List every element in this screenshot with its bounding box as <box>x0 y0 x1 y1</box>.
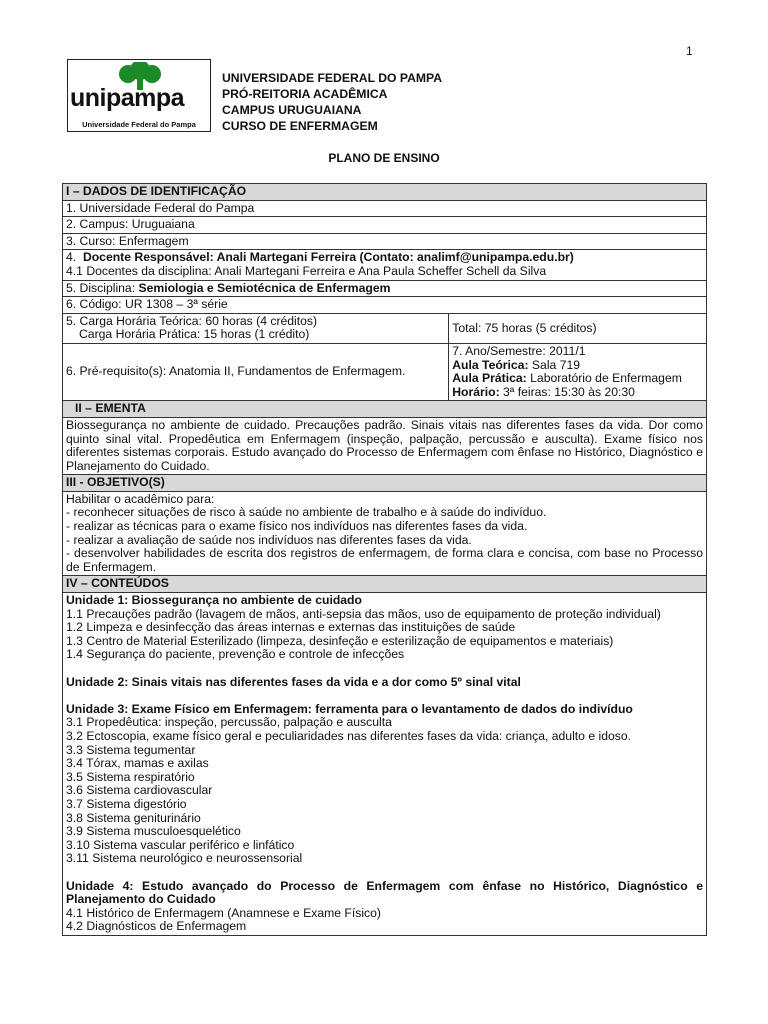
ementa-text: Biossegurança no ambiente de cuidado. Precauções padrão. Sinais vitais nas diferentes fases da vida. Dor como quinto sinal vital. Propedêutica em Enfermagem (inspeção, palpação, percussão e ausculta). Exame físico nos diferentes sistemas corporais. Estudo avançado do Processo de Enfermagem com ênfase no Histórico, Diagnóstico e Planejamento do Cuidado. <box>63 417 707 474</box>
objetivos-cell <box>63 491 707 576</box>
content-item: 3.10 Sistema vascular periférico e linfático <box>66 837 295 852</box>
content-item: 4.1 Histórico de Enfermagem (Anamnese e Exame Físico) <box>66 905 381 920</box>
content-item: 3.4 Tórax, mamas e axilas <box>66 756 209 771</box>
ano-semestre: 7. Ano/Semestre: 2011/1 <box>452 343 586 358</box>
content-item: 3.3 Sistema tegumentar <box>66 742 196 757</box>
logo-wordmark: unipampa <box>70 84 185 112</box>
content-item: 3.5 Sistema respiratório <box>66 769 195 784</box>
carga-horaria-cell <box>63 313 449 343</box>
docente-responsavel: Docente Responsável: Anali Martegani Ferreira (Contato: analimf@unipampa.edu.br) <box>82 250 574 265</box>
row-campus: 2. Campus: Uruguaiana <box>63 217 707 234</box>
content-item: 1.2 Limpeza e desinfecção das áreas internas e externas das instituições de saúde <box>66 620 516 635</box>
header-line-2: PRÓ-REITORIA ACADÊMICA <box>222 87 388 101</box>
objetivo-item: - realizar a avaliação de saúde nos indivíduos nas diferentes fases da vida. <box>66 532 472 547</box>
carga-pratica: Carga Horária Prática: 15 horas (1 crédito) <box>79 327 310 342</box>
horario-label: Horário: <box>452 384 500 399</box>
content-item: 1.3 Centro de Material Esterilizado (limpeza, desinfeção e esterilização de equipamentos e materiais) <box>66 633 614 648</box>
section-heading-ementa: II – EMENTA <box>63 401 707 418</box>
content-item: 3.1 Propedêutica: inspeção, percussão, palpação e ausculta <box>66 715 392 730</box>
row-universidade: 1. Universidade Federal do Pampa <box>63 200 707 217</box>
section-heading-objetivos: III - OBJETIVO(S) <box>63 475 707 492</box>
header-line-1: UNIVERSIDADE FEDERAL DO PAMPA <box>222 71 443 85</box>
content-item: 3.2 Ectoscopia, exame físico geral e peculiaridades nas diferentes fases da vida: criança, adulto e idoso. <box>66 728 632 743</box>
content-item: 1.1 Precauções padrão (lavagem de mãos, anti-sepsia das mãos, uso de equipamento de proteção individual) <box>66 606 661 621</box>
total-horas: Total: 75 horas (5 créditos) <box>449 313 707 343</box>
content-item: 3.11 Sistema neurológico e neurossensorial <box>66 851 303 866</box>
document-title: PLANO DE ENSINO <box>328 151 440 165</box>
plano-table <box>62 183 707 936</box>
content-item: 3.8 Sistema geniturinário <box>66 810 201 825</box>
section-heading-conteudos: IV – CONTEÚDOS <box>63 576 707 593</box>
header-line-3: CAMPUS URUGUAIANA <box>222 103 362 117</box>
section-heading-identificacao: I – DADOS DE IDENTIFICAÇÃO <box>63 184 707 201</box>
row-curso: 3. Curso: Enfermagem <box>63 233 707 250</box>
aula-pratica-value: Laboratório de Enfermagem <box>526 371 682 386</box>
prerequisitos: 6. Pré-requisito(s): Anatomia II, Fundamentos de Enfermagem. <box>63 343 449 400</box>
row-docentes <box>63 250 707 280</box>
row-disciplina <box>63 280 707 297</box>
carga-teorica: 5. Carga Horária Teórica: 60 horas (4 créditos) <box>66 313 318 328</box>
objetivo-item: - desenvolver habilidades de escrita dos registros de enfermagem, de forma clara e concisa, com base no Processo de Enfermagem. <box>66 546 703 574</box>
institution-header <box>222 70 442 134</box>
content-item: 1.4 Segurança do paciente, prevenção e controle de infecções <box>66 647 405 662</box>
docentes-disciplina: 4.1 Docentes da disciplina: Anali Martegani Ferreira e Ana Paula Scheffer Schell da Silva <box>66 263 547 278</box>
content-item: 4.2 Diagnósticos de Enfermagem <box>66 919 247 934</box>
content-item: 3.7 Sistema digestório <box>66 796 187 811</box>
page-number: 1 <box>686 44 693 58</box>
horario-cell <box>449 343 707 400</box>
row-codigo: 6. Código: UR 1308 – 3ª série <box>63 297 707 314</box>
disciplina-label: 5. Disciplina: <box>66 280 139 295</box>
aula-pratica-label: Aula Prática: <box>452 371 527 386</box>
content-item: 3.9 Sistema musculoesquelético <box>66 824 241 839</box>
objetivo-item: - reconhecer situações de risco à saúde no ambiente de trabalho e à saúde do indivíduo. <box>66 505 547 520</box>
unidade-4-title: Unidade 4: Estudo avançado do Processo de Enfermagem com ênfase no Histórico, Diagnóstico e Planejamento do Cuidado <box>66 878 703 907</box>
content-item: 3.6 Sistema cardiovascular <box>66 783 213 798</box>
unipampa-logo <box>67 59 211 132</box>
unidade-3-title: Unidade 3: Exame Físico em Enfermagem: ferramenta para o levantamento de dados do indivíduo <box>66 701 633 716</box>
unidade-1-title: Unidade 1: Biossegurança no ambiente de cuidado <box>66 593 362 608</box>
header-line-4: CURSO DE ENFERMAGEM <box>222 119 378 133</box>
objetivos-intro: Habilitar o acadêmico para: <box>66 491 215 506</box>
horario-value: 3ª feiras: 15:30 às 20:30 <box>499 384 635 399</box>
disciplina-value: Semiologia e Semiotécnica de Enfermagem <box>138 280 391 295</box>
logo-subtitle: Universidade Federal do Pampa <box>82 120 196 129</box>
unidade-2-title: Unidade 2: Sinais vitais nas diferentes fases da vida e a dor como 5º sinal vital <box>66 674 521 689</box>
aula-teorica-value: Sala 719 <box>528 357 581 372</box>
docente-number: 4. <box>66 250 83 265</box>
aula-teorica-label: Aula Teórica: <box>452 357 529 372</box>
objetivo-item: - realizar as técnicas para o exame físico nos indivíduos nas diferentes fases da vida. <box>66 519 528 534</box>
conteudos-cell <box>63 593 707 936</box>
